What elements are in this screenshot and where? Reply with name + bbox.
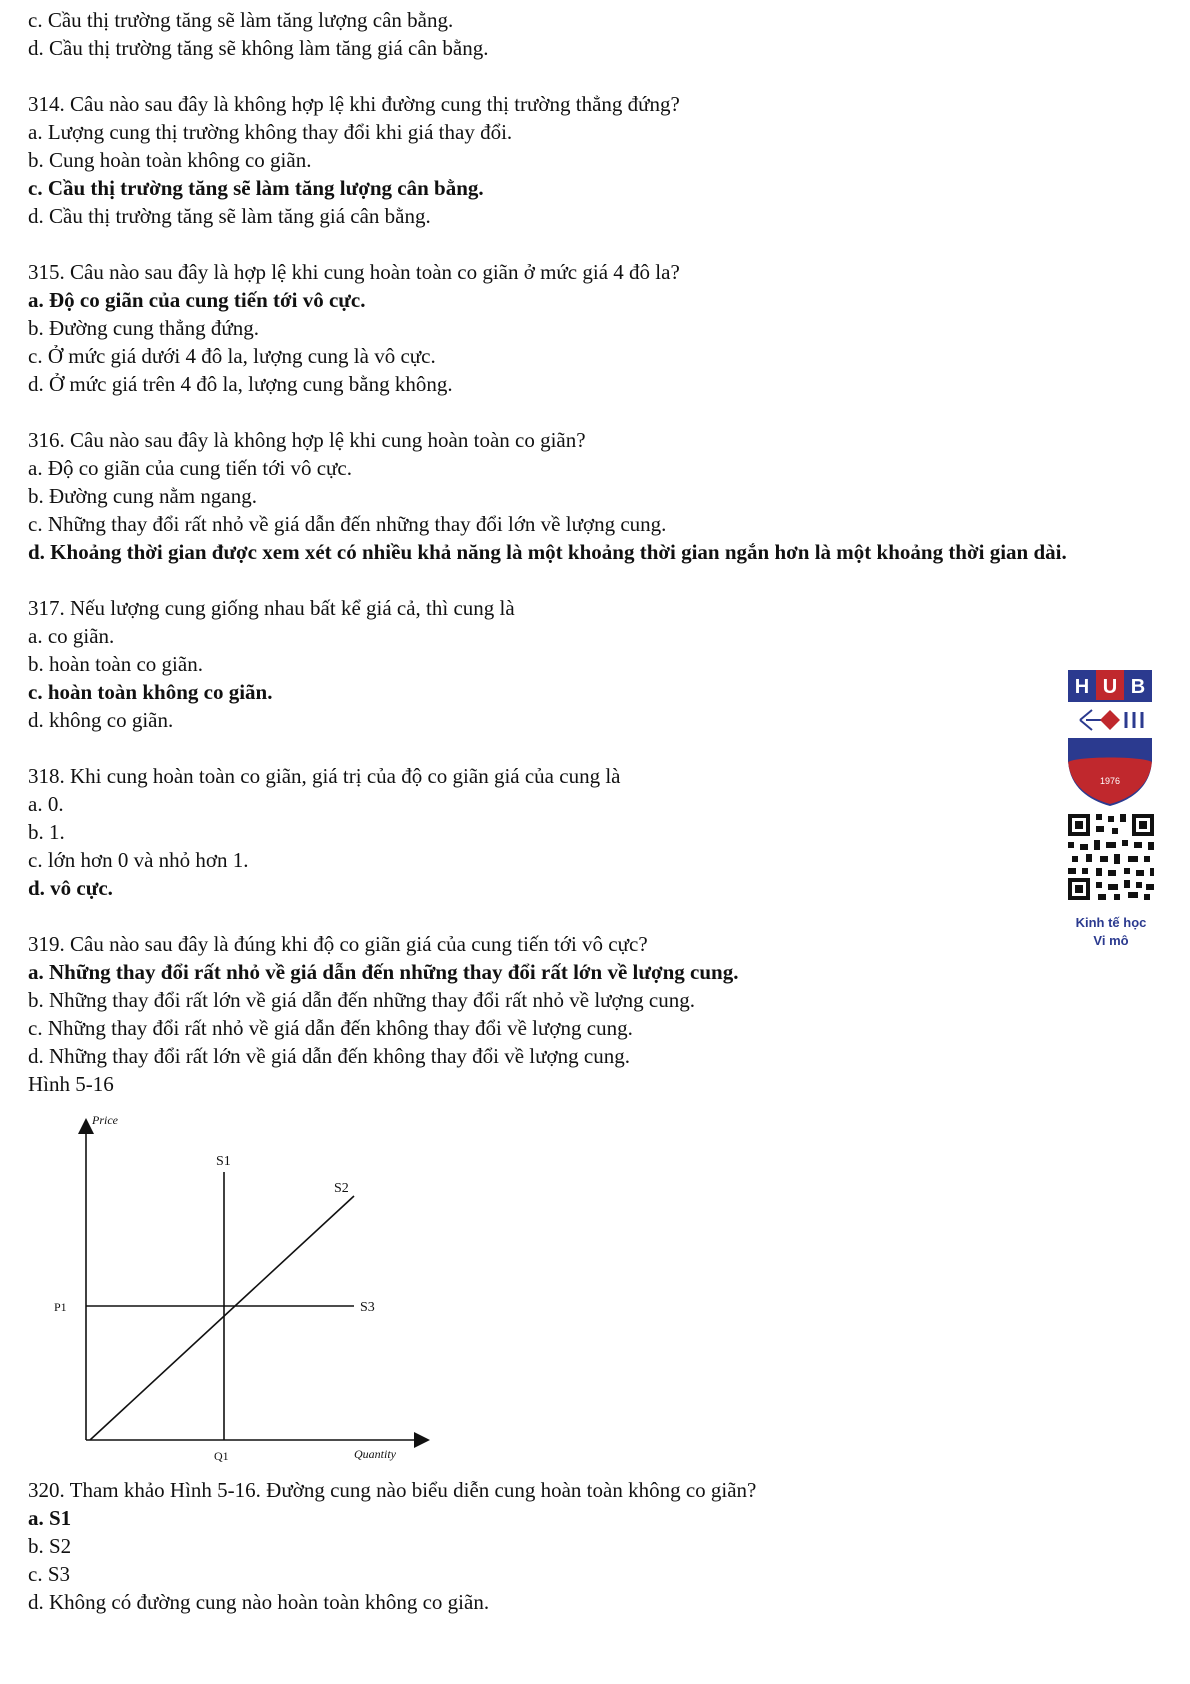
label-s1: S1 [216,1154,231,1169]
y-axis-label: Price [92,1113,118,1127]
text-line: d. Cầu thị trường tăng sẽ không làm tăng giá cân bằng. [28,36,489,60]
answer-option-correct: c. Cầu thị trường tăng sẽ làm tăng lượng cân bằng. [28,176,484,200]
question-315: 315. Câu nào sau đây là hợp lệ khi cung hoàn toàn co giãn ở mức giá 4 đô la? [28,260,680,284]
answer-option: d. Không có đường cung nào hoàn toàn không co giãn. [28,1590,490,1614]
qr-code [1066,812,1156,902]
answer-option: a. 0. [28,792,64,816]
answer-option: d. Những thay đổi rất lớn về giá dẫn đến không thay đổi về lượng cung. [28,1044,630,1068]
tick-p1: P1 [54,1300,67,1314]
answer-option: a. Lượng cung thị trường không thay đổi khi giá thay đổi. [28,120,513,144]
qr-code-icon [1066,812,1156,902]
answer-option-correct: c. hoàn toàn không co giãn. [28,680,273,704]
logo-letter-u: U [1102,676,1118,698]
supply-curves-figure [40,1110,440,1472]
figure-svg [40,1110,440,1472]
figure-caption: Hình 5-16 [28,1072,114,1096]
answer-option-correct: a. Độ co giãn của cung tiến tới vô cực. [28,288,366,312]
brand-line-2: Vi mô [1093,933,1129,948]
answer-option: b. hoàn toàn co giãn. [28,652,203,676]
label-s2: S2 [334,1181,349,1196]
answer-option: d. Cầu thị trường tăng sẽ làm tăng giá cân bằng. [28,204,431,228]
document-body [28,6,1168,1098]
answer-option: c. lớn hơn 0 và nhỏ hơn 1. [28,848,249,872]
question-317: 317. Nếu lượng cung giống nhau bất kể giá cả, thì cung là [28,596,515,620]
x-axis-label: Quantity [354,1447,396,1461]
answer-option: b. Những thay đổi rất lớn về giá dẫn đến những thay đổi rất nhỏ về lượng cung. [28,988,695,1012]
answer-option: b. Đường cung thẳng đứng. [28,316,260,340]
question-319: 319. Câu nào sau đây là đúng khi độ co giãn giá của cung tiến tới vô cực? [28,932,648,956]
answer-option-correct: d. vô cực. [28,876,113,900]
answer-option: c. Ở mức giá dưới 4 đô la, lượng cung là vô cực. [28,344,436,368]
logo-letter-h: H [1074,676,1090,698]
question-320-block [28,1476,1168,1616]
tick-q1: Q1 [214,1449,229,1463]
hub-shield-icon [1062,666,1158,808]
curve-s2 [90,1196,354,1440]
brand-line-1: Kinh tế học [1075,915,1147,930]
brand-caption [1050,914,1172,950]
answer-option: d. không co giãn. [28,708,174,732]
answer-option: c. Những thay đổi rất nhỏ về giá dẫn đến những thay đổi lớn về lượng cung. [28,512,667,536]
answer-option: a. co giãn. [28,624,115,648]
answer-option-correct: a. Những thay đổi rất nhỏ về giá dẫn đến những thay đổi rất lớn về lượng cung. [28,960,739,984]
question-314: 314. Câu nào sau đây là không hợp lệ khi đường cung thị trường thẳng đứng? [28,92,680,116]
answer-option: b. 1. [28,820,65,844]
logo-year: 1976 [1099,776,1121,786]
logo-letter-b: B [1130,676,1146,698]
answer-option: c. S3 [28,1562,70,1586]
answer-option: c. Những thay đổi rất nhỏ về giá dẫn đến không thay đổi về lượng cung. [28,1016,633,1040]
question-320: 320. Tham khảo Hình 5-16. Đường cung nào biểu diễn cung hoàn toàn không co giãn? [28,1478,757,1502]
answer-option-correct: a. S1 [28,1506,72,1530]
question-316: 316. Câu nào sau đây là không hợp lệ khi cung hoàn toàn co giãn? [28,428,586,452]
hub-logo [1062,666,1158,808]
question-318: 318. Khi cung hoàn toàn co giãn, giá trị của độ co giãn giá của cung là [28,764,621,788]
text-line: c. Cầu thị trường tăng sẽ làm tăng lượng cân bằng. [28,8,454,32]
label-s3: S3 [360,1300,375,1315]
answer-option: d. Ở mức giá trên 4 đô la, lượng cung bằng không. [28,372,453,396]
answer-option-correct: d. Khoảng thời gian được xem xét có nhiều khả năng là một khoảng thời gian ngắn hơn là một khoảng thời gian dài. [28,540,1067,564]
answer-option: a. Độ co giãn của cung tiến tới vô cực. [28,456,352,480]
answer-option: b. S2 [28,1534,72,1558]
answer-option: b. Cung hoàn toàn không co giãn. [28,148,312,172]
answer-option: b. Đường cung nằm ngang. [28,484,257,508]
